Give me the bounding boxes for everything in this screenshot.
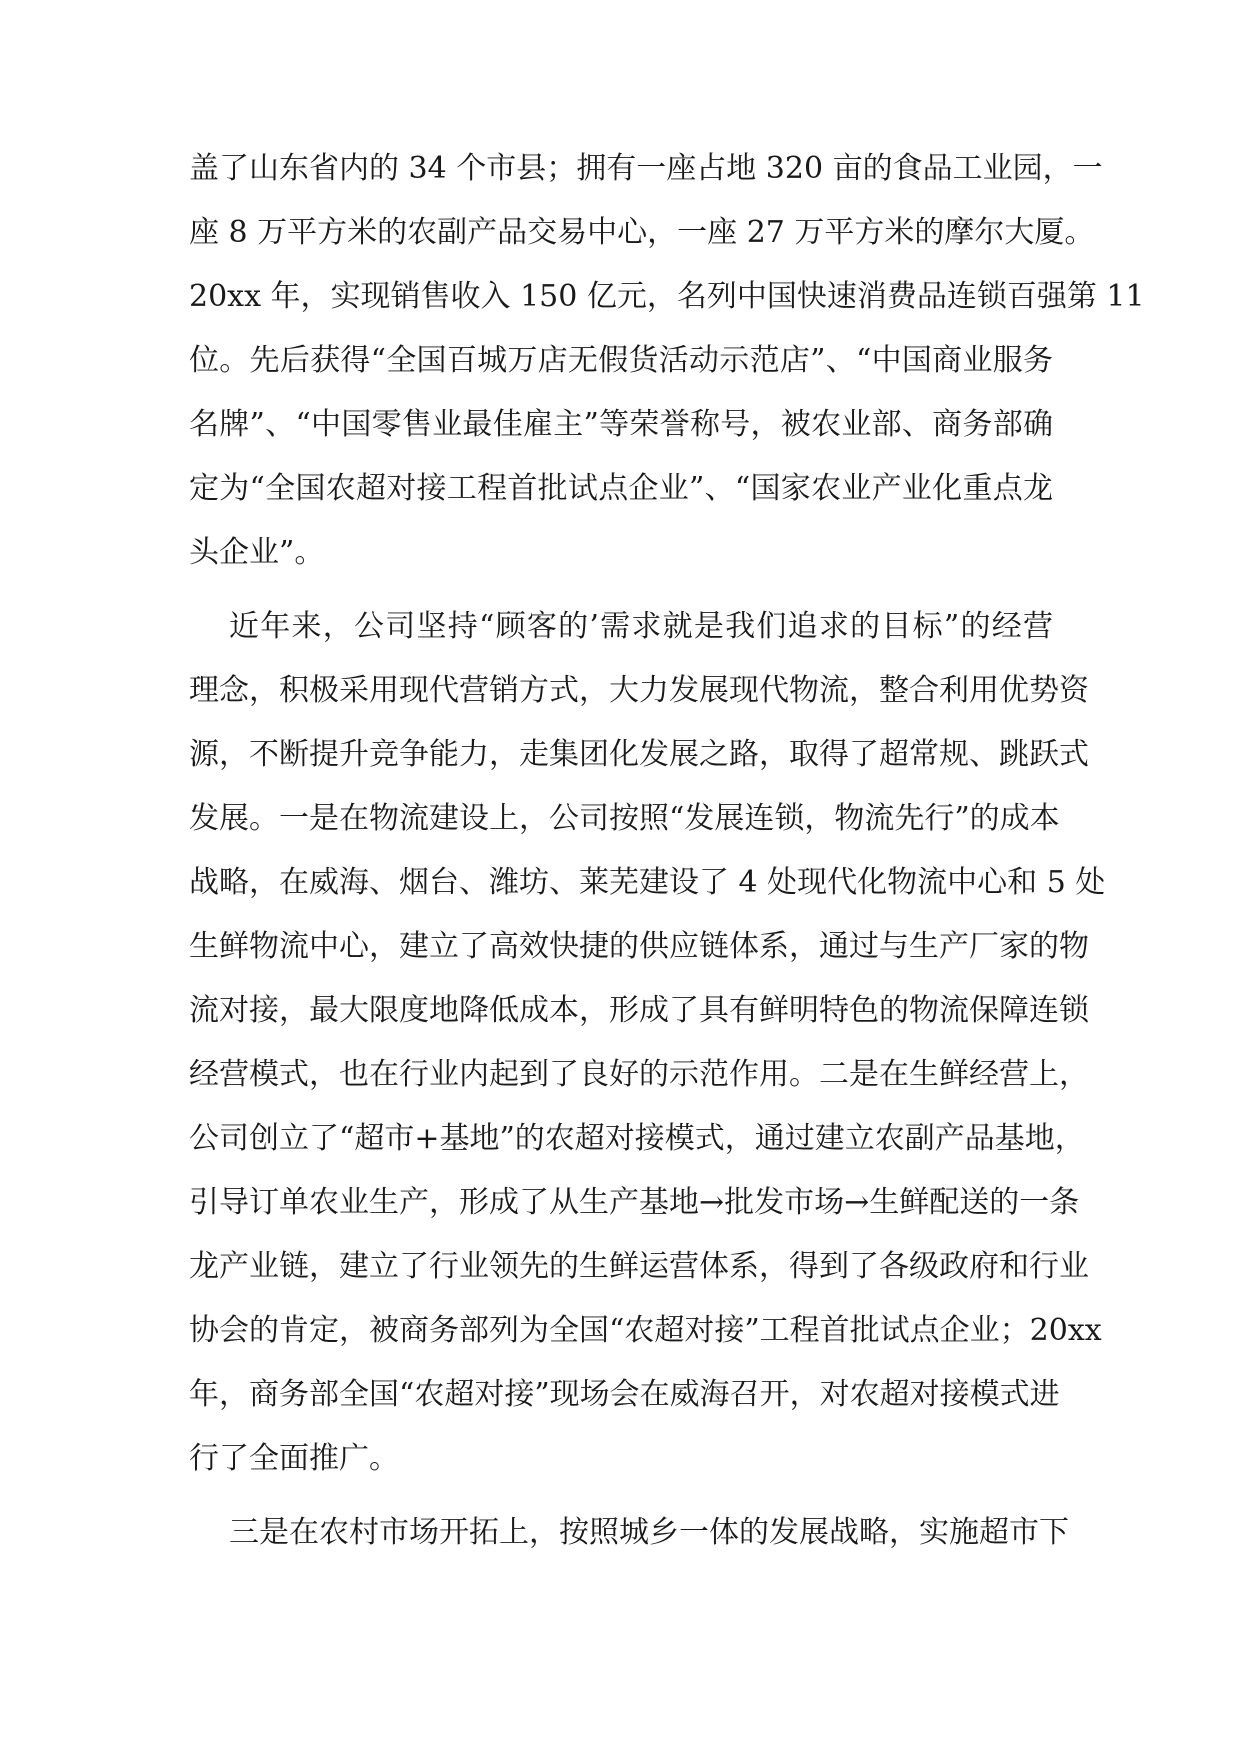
text-line: 座 8 万平方米的农副产品交易中心，一座 27 万平方米的摩尔大厦。: [189, 215, 1095, 250]
paragraph-1: [189, 137, 1145, 585]
text-line: 源，不断提升竞争能力，走集团化发展之路，取得了超常规、跳跃式: [189, 737, 1089, 772]
text-line: 公司创立了“超市+基地”的农超对接模式，通过建立农副产品基地，: [189, 1121, 1085, 1156]
text-line: 盖了山东省内的 34 个市县；拥有一座占地 320 亩的食品工业园，一: [189, 151, 1103, 186]
text-line: 近年来，公司坚持“顾客的’需求就是我们追求的目标”的经营: [229, 609, 1053, 644]
text-line: 生鲜物流中心，建立了高效快捷的供应链体系，通过与生产厂家的物: [189, 929, 1089, 964]
text-line: 三是在农村市场开拓上，按照城乡一体的发展战略，实施超市下: [229, 1515, 1069, 1550]
paragraph-3: [189, 1501, 1069, 1565]
text-line: 战略，在威海、烟台、潍坊、莱芜建设了 4 处现代化物流中心和 5 处: [189, 865, 1106, 900]
text-line: 发展。一是在物流建设上，公司按照“发展连锁，物流先行”的成本: [189, 801, 1060, 836]
text-line: 20xx 年，实现销售收入 150 亿元，名列中国快速消费品连锁百强第 11: [189, 279, 1145, 314]
text-line: 引导订单农业生产，形成了从生产基地→批发市场→生鲜配送的一条: [189, 1185, 1080, 1220]
text-line: 头企业”。: [189, 535, 325, 570]
body-text: [189, 137, 1145, 1565]
text-line: 流对接，最大限度地降低成本，形成了具有鲜明特色的物流保障连锁: [189, 993, 1089, 1028]
paragraph-2: [189, 595, 1106, 1491]
text-line: 经营模式，也在行业内起到了良好的示范作用。二是在生鲜经营上，: [189, 1057, 1089, 1092]
text-line: 定为“全国农超对接工程首批试点企业”、“国家农业产业化重点龙: [189, 471, 1053, 506]
text-line: 理念，积极采用现代营销方式，大力发展现代物流，整合利用优势资: [189, 673, 1089, 708]
text-line: 行了全面推广。: [189, 1441, 399, 1476]
text-line: 协会的肯定，被商务部列为全国“农超对接”工程首批试点企业；20xx: [189, 1313, 1102, 1348]
text-line: 年，商务部全国“农超对接”现场会在威海召开，对农超对接模式进: [189, 1377, 1060, 1412]
text-line: 龙产业链，建立了行业领先的生鲜运营体系，得到了各级政府和行业: [189, 1249, 1089, 1284]
text-line: 名牌”、“中国零售业最佳雇主”等荣誉称号，被农业部、商务部确: [189, 407, 1053, 442]
text-line: 位。先后获得“全国百城万店无假货活动示范店”、“中国商业服务: [189, 343, 1053, 378]
